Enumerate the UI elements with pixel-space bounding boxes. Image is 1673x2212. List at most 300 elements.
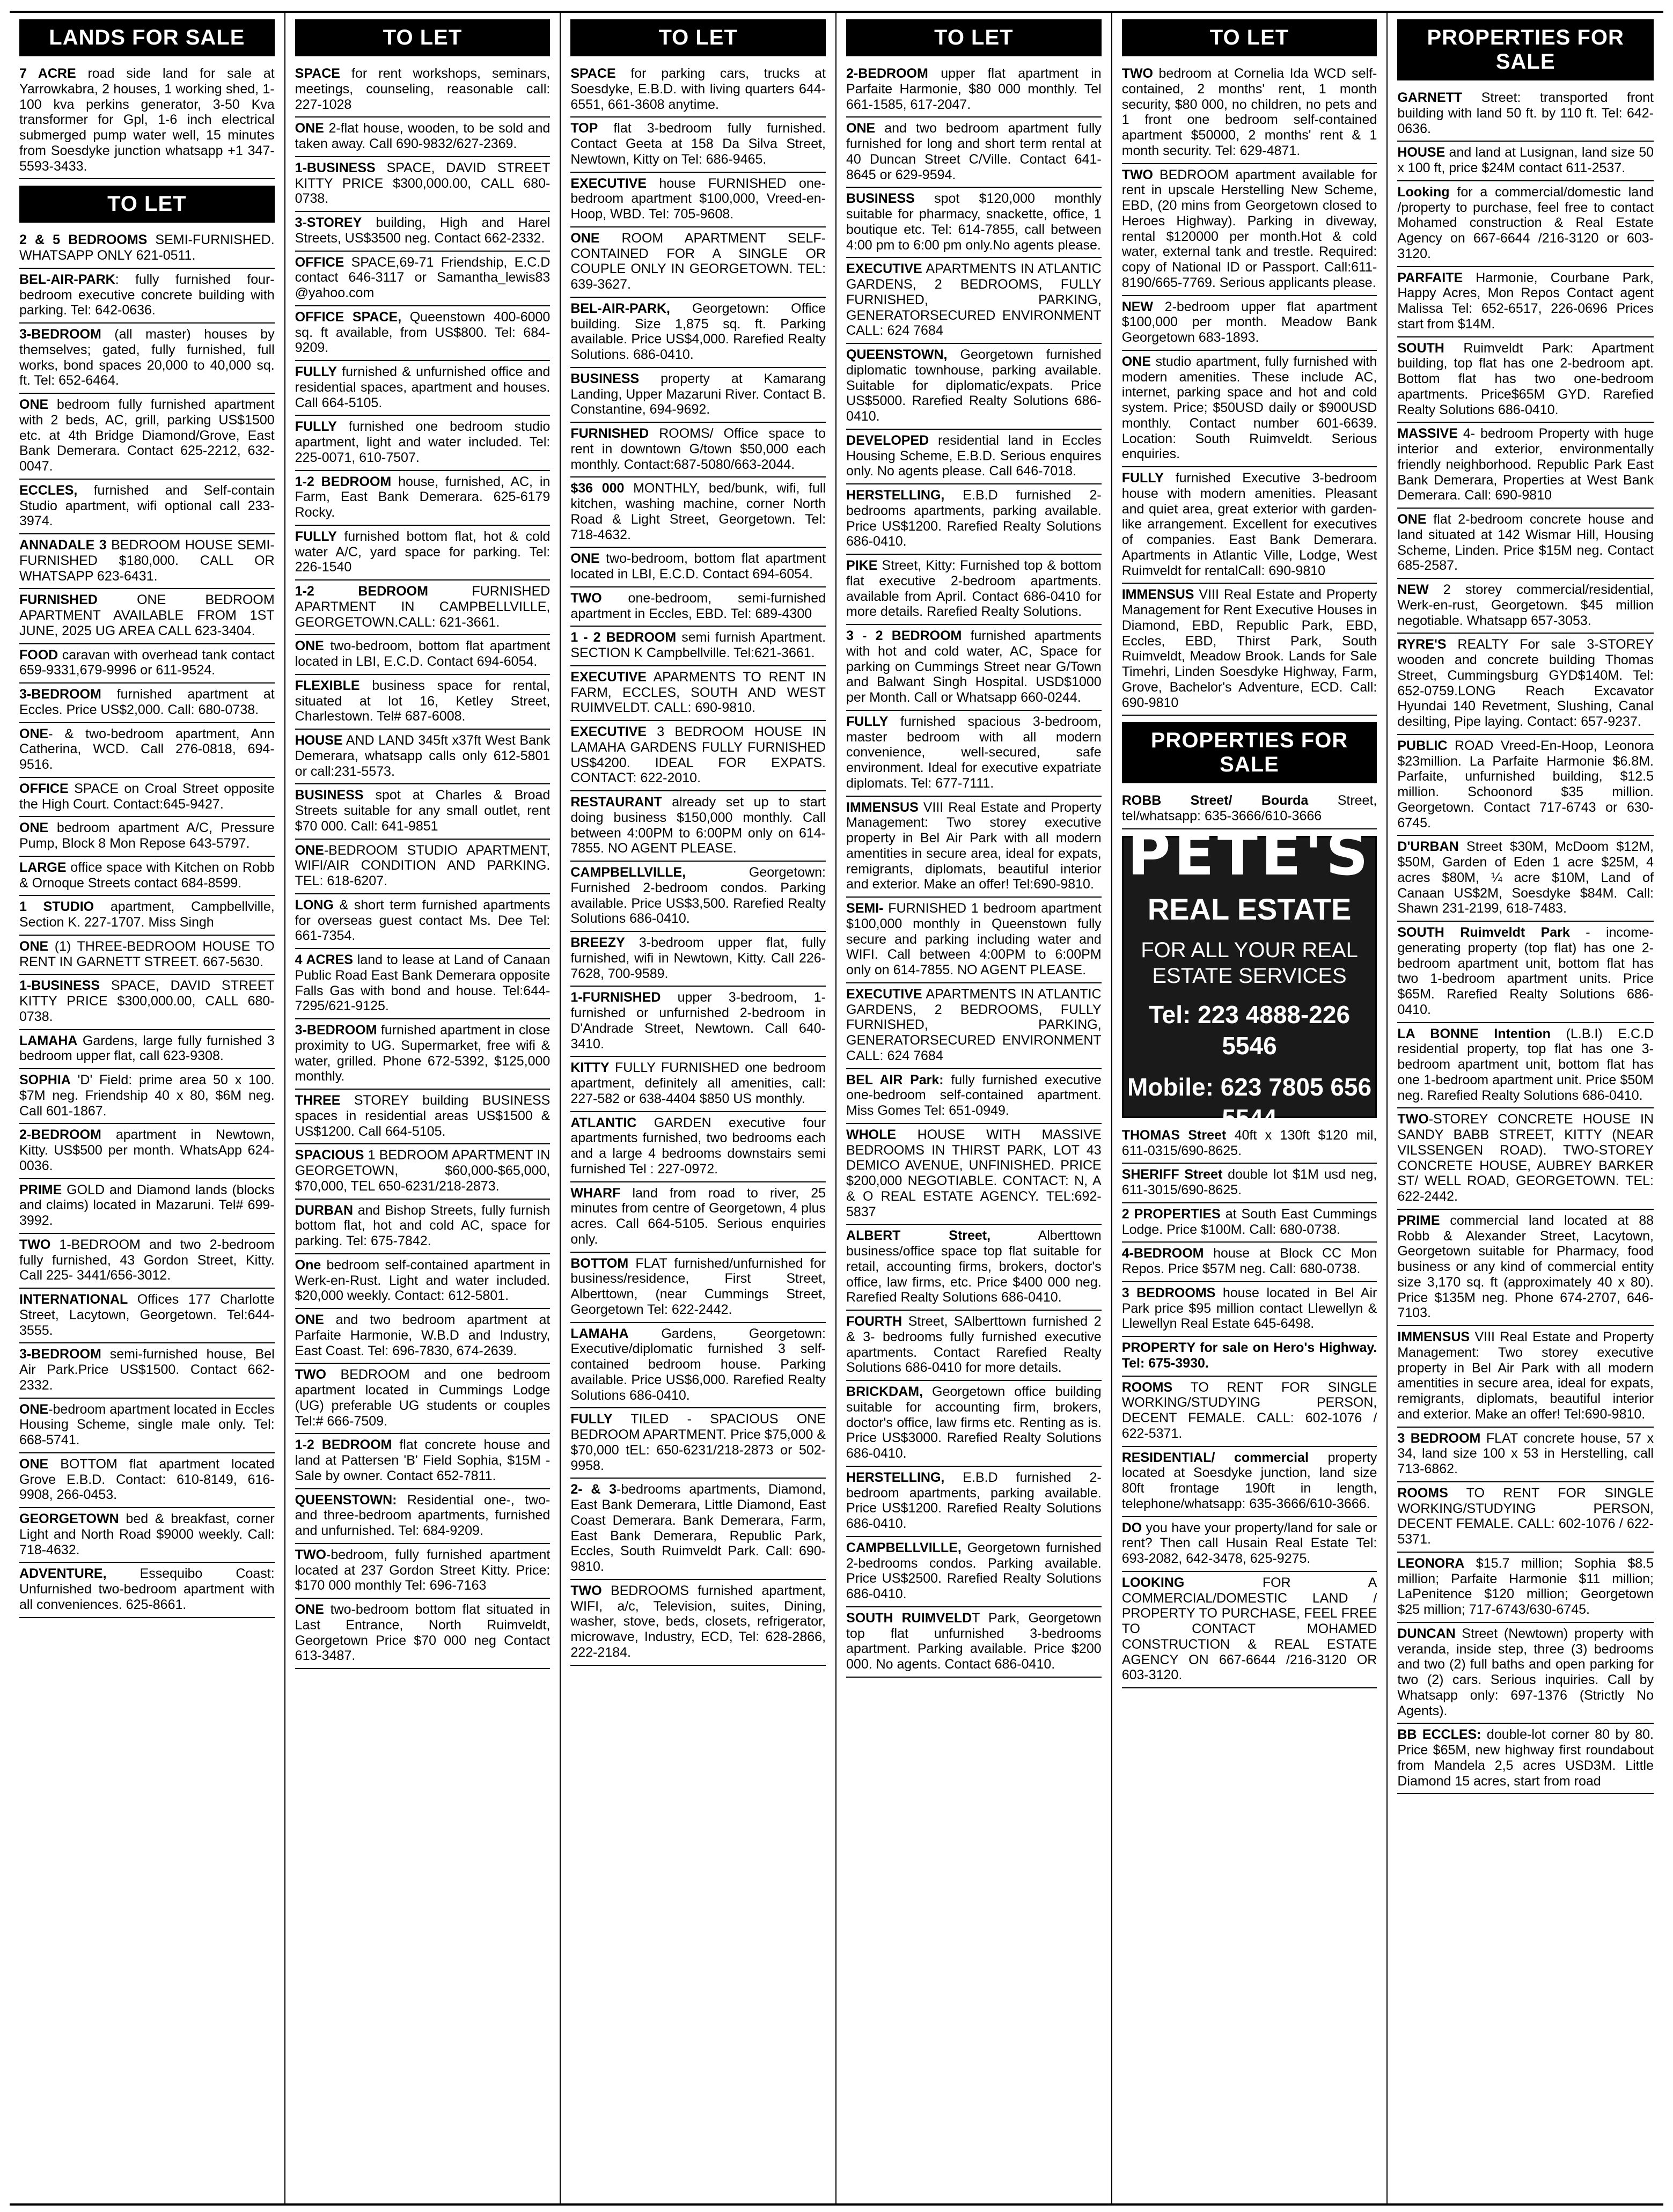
classified-ad bbox=[570, 477, 826, 548]
ad-keyword: ONE bbox=[19, 1456, 49, 1472]
ad-text: Residential one-, two- and three-bedroom apartments, furnished and unfurnished. Tel: 684-9209. bbox=[295, 1492, 551, 1538]
classified-ad bbox=[19, 394, 275, 480]
ad-text: upper 3-bedroom, 1-furnished or unfurnished 2-bedroom in D'Andrade Street, Newtown. Call 640-3410. bbox=[570, 990, 826, 1052]
ad-keyword: CAMPBELLVILLE, bbox=[570, 865, 686, 880]
ad-text: BEDROOM and one bedroom apartment located in Cummings Lodge (UG) preferable UG students or couples Tel:# 666-7509. bbox=[295, 1367, 551, 1429]
ad-keyword: EXECUTIVE bbox=[570, 724, 647, 739]
ad-text: 4- bedroom Property with huge interior and exterior, environmentally friendly neighborhood. Republic Park East Bank Demerara, Properties at West Bank Demerara. Call: 690-9810 bbox=[1397, 426, 1654, 503]
ad-text: 2 storey commercial/residential, Werk-en-rust, Georgetown. $45 million negotiable. Whatsapp 657-3053. bbox=[1397, 582, 1654, 628]
ad-keyword: 2 PROPERTIES bbox=[1121, 1206, 1221, 1222]
classified-ad bbox=[1397, 836, 1654, 922]
classified-ad bbox=[19, 324, 275, 394]
ad-text: TO RENT FOR SINGLE WORKING/STUDYING PERSON, DECENT FEMALE. CALL: 602-1076 / 622-5371. bbox=[1397, 1485, 1654, 1547]
ad-keyword: One bbox=[295, 1257, 321, 1273]
ad-text: VIII Real Estate and Property Management: Two storey executive property in Bel Air Park with all modern amentities in secure area, ideal for expats, remigrants, diplomats, beautiful interior and exterior. Make an offer! Tel:690-9810. bbox=[1397, 1329, 1654, 1422]
classified-ad bbox=[19, 723, 275, 778]
ad-keyword: THREE bbox=[295, 1093, 341, 1108]
ad-keyword: FULLY bbox=[1121, 471, 1164, 486]
ad-text: -bedroom apartment located in Eccles Housing Scheme, single male only. Tel: 668-5741. bbox=[19, 1401, 275, 1447]
ad-text: and two bedroom apartment fully furnished for long and short term rental at 40 Duncan Street C/Ville. Contact 641-8645 or 629-9594. bbox=[846, 121, 1102, 182]
ad-keyword: OFFICE SPACE, bbox=[295, 309, 402, 325]
ad-text: GARDEN executive four apartments furnished, two bedrooms each and a large 4 bedrooms downstairs semi furnished Tel : 227-0972. bbox=[570, 1115, 826, 1177]
ad-text: GOLD and Diamond lands (blocks and claims) located in Mazaruni. Tel# 699-3992. bbox=[19, 1182, 275, 1228]
ad-text: flat 3-bedroom fully furnished. Contact Geeta at 158 Da Silva Street, Newtown, Kitty on Tel: 686-9465. bbox=[570, 121, 826, 167]
ad-keyword: WHARF bbox=[570, 1185, 621, 1201]
classified-ad bbox=[570, 1580, 826, 1666]
ad-text: two-bedroom, bottom flat apartment located in LBI, E.C.D. Contact 694-6054. bbox=[570, 551, 826, 582]
ad-keyword: BREEZY bbox=[570, 935, 625, 950]
ad-keyword: 1-2 BEDROOM bbox=[295, 474, 392, 489]
ad-keyword: 3 - 2 BEDROOM bbox=[846, 628, 962, 643]
ad-text: FURNISHED 1 bedroom apartment $100,000 monthly in Queenstown fully secure and parking including water and WIFI. Call between 4:00PM to 6:00PM only on 614-7855. NO AGENT PLEASE. bbox=[846, 901, 1102, 978]
ad-keyword: 2 & 5 BEDROOMS bbox=[19, 232, 148, 248]
ad-text: furnished apartment at Eccles. Price US$2,000. Call: 680-0738. bbox=[19, 687, 275, 717]
classified-ad bbox=[570, 1182, 826, 1253]
ad-keyword: BEL-AIR-PARK, bbox=[570, 300, 670, 316]
banner-mobile: Mobile: 623 7805 656 5544 bbox=[1127, 1073, 1372, 1132]
section-header: PROPERTIES FOR SALE bbox=[1397, 19, 1654, 80]
ad-text: Georgetown: Furnished 2-bedroom condos. Parking available. Price US$3,500. Rarefied Realty Solutions 686-0410. bbox=[570, 865, 826, 927]
ad-keyword: ONE bbox=[19, 820, 49, 836]
ad-text: E.B.D furnished 2-bedrooms apartments, parking available. Price US$1200. Rarefied Realty Solutions 686-0410. bbox=[846, 488, 1102, 549]
ad-keyword: HERSTELLING, bbox=[846, 1469, 945, 1485]
ad-keyword: D'URBAN bbox=[1397, 839, 1459, 855]
classified-ad bbox=[846, 430, 1102, 484]
classified-ad bbox=[19, 857, 275, 896]
classified-ad bbox=[570, 1323, 826, 1409]
ad-text: -bedroom, fully furnished apartment located at 237 Gordon Street Kitty. Price: $170 000 monthly Tel: 696-7163 bbox=[295, 1547, 551, 1593]
ad-text: Gardens, Georgetown: Executive/diplomatic furnished 3 self-contained bedroom house. Parking available. Price US$6,000. Rarefied Realty Solutions 686-0410. bbox=[570, 1326, 826, 1403]
classified-ad bbox=[295, 1434, 551, 1489]
ad-text: bedroom apartment A/C, Pressure Pump, Block 8 Mon Repose 643-5797. bbox=[19, 820, 275, 851]
classified-ad bbox=[19, 1508, 275, 1563]
ad-text: double-lot corner 80 by 80. Price $65M, new highway first roundabout from Mandela 2,5 acres USD3M. Little Diamond 15 acres, start from road bbox=[1397, 1727, 1654, 1789]
ad-text: apartment in Newtown, Kitty. US$500 per month. WhatsApp 624-0036. bbox=[19, 1127, 275, 1173]
classified-ad bbox=[295, 949, 551, 1019]
ad-keyword: FULLY bbox=[846, 714, 889, 729]
ad-keyword: ONE bbox=[19, 938, 49, 954]
classified-ad bbox=[570, 173, 826, 227]
column-6 bbox=[1388, 13, 1663, 2203]
ad-keyword: PUBLIC bbox=[1397, 738, 1448, 753]
classified-ad bbox=[19, 1124, 275, 1179]
ad-keyword: NEW bbox=[1397, 582, 1429, 597]
classified-ad bbox=[1397, 1210, 1654, 1326]
ad-text: already set up to start doing business $150,000 monthly. Call between 4:00PM to 6:00PM only on 614-7855. NO AGENT PLEASE. bbox=[570, 795, 826, 856]
ad-keyword: BOTTOM bbox=[570, 1255, 629, 1271]
classified-ad bbox=[19, 1069, 275, 1124]
ad-keyword: ONE bbox=[19, 1401, 49, 1417]
ad-text: double lot $1M usd neg, 611-3015/690-8625. bbox=[1121, 1167, 1377, 1197]
ad-keyword: PRIME bbox=[19, 1182, 62, 1197]
ad-keyword: PIKE bbox=[846, 558, 878, 573]
column-2 bbox=[285, 13, 561, 2203]
ad-keyword: SOUTH bbox=[1397, 340, 1444, 356]
classified-ad bbox=[295, 1489, 551, 1544]
ad-text: E.B.D furnished 2-bedroom apartments, parking available. Price US$1200. Rarefied Realty Solutions 686-0410. bbox=[846, 1469, 1102, 1531]
ad-keyword: DEVELOPED bbox=[846, 432, 929, 448]
classified-ad bbox=[570, 987, 826, 1057]
ad-keyword: QUEENSTOWN: bbox=[295, 1492, 397, 1508]
ad-text: Essequibo Coast: Unfurnished two-bedroom apartment with all conveniences. 625-8661. bbox=[19, 1566, 275, 1612]
ad-text: (1) THREE-BEDROOM HOUSE TO RENT IN GARNETT STREET. 667-5630. bbox=[19, 938, 275, 969]
ad-text: Street $30M, McDoom $12M, $50M, Garden of Eden 1 acre $25M, 4 acres $80M, ¼ acre $10M, Land of Canaan US$2M, Soesdyke $84M. Call: Shawn 231-2199, 618-7483. bbox=[1397, 839, 1654, 916]
ad-text: bedroom fully furnished apartment with 2 beds, AC, grill, parking US$1500 etc. at 4th Bridge Diamond/Grove, East Bank Demerara. Contact 625-2212, 632-0047. bbox=[19, 397, 275, 474]
ad-text: Offices 177 Charlotte Street, Lacytown, Georgetown. Tel:644-3555. bbox=[19, 1292, 275, 1338]
ad-keyword: BUSINESS bbox=[846, 191, 915, 207]
classified-ad bbox=[19, 1179, 275, 1234]
ad-keyword: WHOLE bbox=[846, 1127, 897, 1142]
ad-keyword: LAMAHA bbox=[570, 1326, 629, 1341]
ad-keyword: 4-BEDROOM bbox=[1121, 1246, 1204, 1261]
ad-text: caravan with overhead tank contact 659-9331,679-9996 or 611-9524. bbox=[19, 647, 275, 678]
classified-ad bbox=[295, 1090, 551, 1144]
ad-text: -BEDROOM STUDIO APARTMENT, WIFI/AIR CONDITION AND PARKING. TEL: 618-6207. bbox=[295, 842, 551, 888]
ad-text: SPACE, DAVID STREET KITTY PRICE $300,000.00, CALL 680-0738. bbox=[295, 160, 551, 207]
classified-ad bbox=[19, 1343, 275, 1398]
ad-keyword: 1 - 2 BEDROOM bbox=[570, 630, 677, 645]
ad-keyword: RYRE'S bbox=[1397, 637, 1447, 652]
classified-ad bbox=[19, 1563, 275, 1618]
ad-text: ROOM APARTMENT SELF-CONTAINED FOR A SINGLE OR COUPLE ONLY IN GEORGETOWN. TEL: 639-3627. bbox=[570, 230, 826, 292]
ad-keyword: 2-BEDROOM bbox=[19, 1127, 101, 1143]
ad-text: house, furnished, AC, in Farm, East Bank Demerara. 625-6179 Rocky. bbox=[295, 474, 551, 520]
classified-ad bbox=[846, 983, 1102, 1069]
ad-keyword: TWO bbox=[19, 1237, 51, 1252]
ad-text: upper flat apartment in Parfaite Harmonie, $80 000 monthly. Tel 661-1585, 617-2047. bbox=[846, 66, 1102, 112]
section-header: PROPERTIES FOR SALE bbox=[1122, 722, 1377, 783]
classified-ad bbox=[570, 627, 826, 666]
ad-text: Street, tel/whatsapp: 635-3666/610-3666 bbox=[1121, 793, 1377, 824]
ad-text: VIII Real Estate and Property Management for Rent Executive Houses in Diamond, EBD, Republic Park, EBD, Eccles, EBD, Thirst Park, South Ruimveldt, Meadow Brook. Lands for Sale Timehri, Linden Soesdyke Highway, Farm, Grove, Bachelor's Adventure, ECD. Call: 690-9810 bbox=[1121, 587, 1377, 710]
classified-ad bbox=[846, 1124, 1102, 1225]
classified-ad bbox=[19, 1234, 275, 1289]
classified-ad bbox=[19, 936, 275, 975]
ad-text: APARTMENTS IN ATLANTIC GARDENS, 2 BEDROOMS, FULLY FURNISHED, PARKING, GENERATORSECURED ENVIRONMENT CALL: 624 7684 bbox=[846, 261, 1102, 339]
ad-text: property at Kamarang Landing, Upper Mazaruni River. Contact B. Constantine, 694-9692. bbox=[570, 371, 826, 417]
ad-text: APARMENTS TO RENT IN FARM, ECCLES, SOUTH AND WEST RUIMVELDT. CALL: 690-9810. bbox=[570, 669, 826, 716]
classified-ad bbox=[1397, 509, 1654, 579]
ad-keyword: TWO bbox=[570, 1583, 602, 1598]
ad-keyword: NEW bbox=[1121, 299, 1154, 314]
ad-text: -bedrooms apartments, Diamond, East Bank Demerara, Little Diamond, East Coast Demerara. Bank Demerara, Farm, East Bank Demerara, Republic Park, Eccles, South Ruimveldt Park. Call: 690-9810. bbox=[570, 1482, 826, 1574]
classified-ad bbox=[19, 534, 275, 589]
ad-keyword: ADVENTURE, bbox=[19, 1566, 107, 1582]
ad-text: building, High and Harel Streets, US$3500 neg. Contact 662-2332. bbox=[295, 215, 551, 246]
ad-keyword: PARFAITE bbox=[1397, 270, 1463, 285]
ad-text: house FURNISHED one-bedroom apartment $100,000, Vreed-en-Hoop, WBD. Tel: 705-9608. bbox=[570, 175, 826, 222]
banner-logo: PETE'S bbox=[1127, 820, 1371, 889]
ad-keyword: ONE bbox=[570, 551, 600, 567]
classified-ad bbox=[570, 298, 826, 368]
ad-keyword: ONE bbox=[570, 230, 600, 246]
classified-ad bbox=[19, 63, 275, 179]
ad-keyword: BEL AIR Park: bbox=[846, 1072, 944, 1087]
ad-keyword: 3 BEDROOMS bbox=[1121, 1285, 1216, 1300]
banner-services: FOR ALL YOUR REAL ESTATE SERVICES bbox=[1141, 938, 1358, 988]
ad-keyword: TOP bbox=[570, 121, 598, 136]
ad-keyword: KITTY bbox=[570, 1060, 610, 1076]
ad-keyword: ONE bbox=[295, 638, 324, 654]
ad-keyword: FURNISHED bbox=[570, 426, 649, 441]
classified-ad bbox=[295, 252, 551, 306]
classified-ad bbox=[846, 797, 1102, 898]
ad-keyword: ONE bbox=[19, 397, 49, 412]
ad-keyword: TWO bbox=[1121, 66, 1154, 81]
classified-ad bbox=[295, 306, 551, 361]
ad-text: Queenstown 400-6000 sq. ft available, from US$800. Tel: 684-9209. bbox=[295, 309, 551, 356]
ad-text: TILED - SPACIOUS ONE BEDROOM APARTMENT. Price $75,000 & $70,000 tEL: 650-6231/218-2873 or 502-9958. bbox=[570, 1412, 826, 1473]
classified-ad bbox=[295, 1200, 551, 1254]
ad-keyword: TWO bbox=[295, 1367, 326, 1383]
ad-keyword: ROOMS bbox=[1397, 1485, 1448, 1501]
ad-text: Georgetown: Office building. Size 1,875 sq. ft. Parking available. Price US$4,000. Rarefied Realty Solutions. 686-0410. bbox=[570, 300, 826, 362]
classified-ad bbox=[1397, 87, 1654, 142]
ad-text: 40ft x 130ft $120 mil, 611-0315/690-8625. bbox=[1121, 1127, 1377, 1158]
classified-ad bbox=[19, 1399, 275, 1453]
ad-text: flat 2-bedroom concrete house and land situated at 142 Wismar Hill, Housing Scheme, Linden. Price $15M neg. Contact 685-2587. bbox=[1397, 512, 1654, 574]
ad-keyword: ANNADALE 3 bbox=[19, 538, 107, 553]
classified-ad bbox=[570, 587, 826, 627]
ad-text: TO RENT FOR SINGLE WORKING/STUDYING PERSON, DECENT FEMALE. CALL: 602-1076 / 622-5371. bbox=[1121, 1379, 1377, 1441]
ad-text: property located at Soesdyke junction, land size 80ft frontage 190ft in length, telephone/whatsapp: 635-3666/610-3666. bbox=[1121, 1450, 1377, 1511]
classified-ad bbox=[1122, 351, 1377, 467]
classified-ad bbox=[1122, 1164, 1377, 1203]
classified-ad bbox=[1122, 1337, 1377, 1377]
ad-text: semi furnish Apartment. SECTION K Campbellville. Tel:621-3661. bbox=[570, 630, 826, 660]
ad-keyword: RESTAURANT bbox=[570, 795, 662, 810]
ad-keyword: 3-BEDROOM bbox=[19, 327, 101, 342]
ad-text: Street (Newtown) property with veranda, inside step, three (3) bedrooms and two (2) full baths and open parking for two (2) cars. Serious inquiries. Call by Whatsapp only: 697-1376 (Strictly No Agents). bbox=[1397, 1626, 1654, 1718]
ad-text: commercial land located at 88 Robb & Alexander Street, Lacytown, Georgetown suitable for Pharmacy, food business or any kind of commercial entity size 3,170 sq. ft (approximately 40 x 80). Price $135M neg. Phone 674-2707, 646-7103. bbox=[1397, 1212, 1654, 1321]
ad-text: office space with Kitchen on Robb & Ornoque Streets contact 684-8599. bbox=[19, 859, 275, 891]
classified-ad bbox=[1397, 1623, 1654, 1724]
ad-keyword: 3-STOREY bbox=[295, 215, 362, 230]
ad-keyword: 3-BEDROOM bbox=[19, 1347, 101, 1362]
banner-subtitle: REAL ESTATE bbox=[1147, 892, 1352, 927]
classified-ad bbox=[19, 1453, 275, 1508]
ad-text: and two bedroom apartment at Parfaite Harmonie, W.B.D and Industry, East Coast. Tel: 696-7830, 674-2639. bbox=[295, 1312, 551, 1358]
ad-keyword: ALBERT Street, bbox=[846, 1228, 991, 1244]
classified-ad bbox=[1397, 1023, 1654, 1109]
ad-keyword: 7 ACRE bbox=[19, 66, 76, 81]
classified-ad bbox=[846, 1225, 1102, 1311]
classified-ad bbox=[19, 778, 275, 818]
classified-ad bbox=[295, 471, 551, 526]
ad-keyword: LAMAHA bbox=[19, 1033, 78, 1048]
ad-keyword: 3-BEDROOM bbox=[295, 1023, 377, 1038]
ad-text: furnished Executive 3-bedroom house with modern amenities. Pleasant and quiet area, great exterior with garden- like arrangement. Excellent for executives of companies. East Bank Demerara. Apartments in Atlantic Ville, Lodge, West Ruimveldt for rentalCall: 690-9810 bbox=[1121, 471, 1377, 578]
ad-text: Alberttown business/office space top flat suitable for retail, accounting firms, brokers, doctor's office, law firms, etc. Price $400 000 neg. Rarefied Realty Solutions 686-0410. bbox=[846, 1228, 1102, 1305]
ad-text: Georgetown furnished 2-bedrooms condos. Parking available. Price US$2500. Rarefied Realty Solutions 686-0410. bbox=[846, 1540, 1102, 1601]
column-3 bbox=[561, 13, 836, 2203]
ad-text: REALTY For sale 3-STOREY wooden and concrete building Thomas Street, Cummingsburg GYD$140M. Tel: 652-0759.LONG Reach Excavator Hyundai 140 Revetment, Slushing, Canal desilting, Pipe laying. Contact: 657-9237. bbox=[1397, 637, 1654, 729]
classified-ad bbox=[1397, 337, 1654, 423]
column-4 bbox=[836, 13, 1112, 2203]
classified-ad bbox=[570, 862, 826, 932]
classified-ad bbox=[1397, 579, 1654, 634]
classified-ad bbox=[295, 635, 551, 675]
ad-text: FULLY FURNISHED one bedroom apartment, definitely all amenities, call: 227-582 or 638-4404 $850 US monthly. bbox=[570, 1060, 826, 1106]
classified-ad bbox=[570, 1253, 826, 1323]
ad-text: BEDROOM HOUSE SEMI-FURNISHED $180,000. CALL OR WHATSAPP 623-6431. bbox=[19, 538, 275, 584]
ad-text: bedroom at Cornelia Ida WCD self-contained, 2 months' rent, 1 month security, $80 000, no children, no pets and 1 front one bedroom self-contained apartment $50000, 2 months' rent & 1 month security. Tel: 629-4871. bbox=[1121, 66, 1377, 158]
ad-keyword: DUNCAN bbox=[1397, 1626, 1456, 1641]
classified-ad bbox=[19, 975, 275, 1030]
ad-keyword: SPACE bbox=[295, 66, 340, 81]
classified-ad bbox=[295, 784, 551, 839]
classified-ad bbox=[295, 526, 551, 580]
ad-keyword: CAMPBELLVILLE, bbox=[846, 1540, 962, 1555]
ad-text: furnished bottom flat, hot & cold water A/C, yard space for parking. Tel: 226-1540 bbox=[295, 528, 551, 575]
ad-keyword: ROOMS bbox=[1121, 1379, 1173, 1395]
ad-keyword: ONE bbox=[1121, 354, 1151, 369]
classified-ad bbox=[19, 229, 275, 269]
ad-keyword: LONG bbox=[295, 897, 334, 913]
ad-keyword: QUEENSTOWN, bbox=[846, 347, 948, 362]
ad-text: residential land in Eccles Housing Scheme, E.B.D. Serious enquires only. No agents please. Call 646-7018. bbox=[846, 432, 1102, 479]
ad-keyword: EXECUTIVE bbox=[570, 669, 647, 685]
classified-ad bbox=[295, 840, 551, 894]
ad-text: flat concrete house and land at Pattersen 'B' Field Sophia, $15M - Sale by owner. Contact 652-7811. bbox=[295, 1437, 551, 1483]
ad-keyword: BB ECCLES: bbox=[1397, 1727, 1481, 1743]
ad-keyword: ECCLES, bbox=[19, 482, 78, 498]
ad-text: fully furnished executive one-bedroom self-contained apartment. Miss Gomes Tel: 651-0949. bbox=[846, 1072, 1102, 1118]
classified-ad bbox=[846, 625, 1102, 711]
ad-text: SPACE,69-71 Friendship, E.C.D contact 646-3117 or Samantha_lewis83 @yahoo.com bbox=[295, 254, 551, 300]
ad-text: one-bedroom, semi-furnished apartment in Eccles, EBD. Tel: 689-4300 bbox=[570, 590, 826, 621]
classified-ad bbox=[1397, 634, 1654, 735]
ad-text: HOUSE WITH MASSIVE BEDROOMS IN THIRST PARK, LOT 43 DEMICO AVENUE, UNFINISHED. PRICE $200,000 NEGOTIABLE. CONTACT: N, A & O REAL ESTATE AGENCY. TEL:692-5837 bbox=[846, 1127, 1102, 1219]
ad-text: semi-furnished house, Bel Air Park.Price US$1500. Contact 662-2332. bbox=[19, 1347, 275, 1393]
ad-text: Georgetown office building suitable for accounting firm, brokers, doctor's office, law firms etc. Renting as is. Price US$3000. Rarefied Realty Solutions 686-0410. bbox=[846, 1384, 1102, 1461]
ad-keyword: PROPERTY for sale on Hero's Highway. Tel: 675-3930. bbox=[1121, 1340, 1377, 1371]
banner-telephone: Tel: 223 4888-226 5546 bbox=[1148, 1001, 1351, 1060]
ad-text: 3 BEDROOM HOUSE IN LAMAHA GARDENS FULLY FURNISHED US$4200. IDEAL FOR EXPATS. CONTACT: 622-2010. bbox=[570, 724, 826, 786]
classified-ad bbox=[846, 898, 1102, 983]
classified-ad bbox=[295, 1309, 551, 1364]
ad-text: : fully furnished four-bedroom executive concrete building with parking. Tel: 642-0636. bbox=[19, 271, 275, 318]
ad-text: furnished & unfurnished office and residential spaces, apartment and houses. Call 664-5105. bbox=[295, 364, 551, 410]
classified-ad bbox=[295, 1254, 551, 1309]
ad-text: APARTMENTS IN ATLANTIC GARDENS, 2 BEDROOMS, FULLY FURNISHED, PARKING, GENERATORSECURED ENVIRONMENT CALL: 624 7684 bbox=[846, 986, 1102, 1063]
ad-text: $15.7 million; Sophia $8.5 million; Parfaite Harmonie $11 million; LaPenitence $120 million; Georgetown $25 million; 717-6743/630-6745. bbox=[1397, 1555, 1654, 1617]
ad-keyword: FULLY bbox=[295, 419, 337, 435]
ad-text: MONTHLY, bed/bunk, wifi, full kitchen, washing machine, corner North Road & Light Street, Georgetown. Tel: 718-4632. bbox=[570, 481, 826, 542]
ad-text: 2-flat house, wooden, to be sold and taken away. Call 690-9832/627-2369. bbox=[295, 121, 551, 151]
ad-text: two-bedroom, bottom flat apartment located in LBI, E.C.D. Contact 694-6054. bbox=[295, 638, 551, 669]
ad-keyword: 1-BUSINESS bbox=[295, 160, 376, 175]
ad-keyword: RESIDENTIAL/ commercial bbox=[1121, 1450, 1309, 1465]
ad-keyword: 1-2 BEDROOM bbox=[295, 1437, 392, 1453]
ad-text: and Bishop Streets, fully furnish bottom flat, hot and cold AC, space for parking. Tel: 675-7842. bbox=[295, 1202, 551, 1248]
classified-ad bbox=[846, 1381, 1102, 1467]
ad-keyword: EXECUTIVE bbox=[846, 261, 922, 277]
ad-text: FURNISHED APARTMENT IN CAMPBELLVILLE, GEORGETOWN.CALL: 621-3661. bbox=[295, 584, 551, 630]
ad-keyword: BUSINESS bbox=[295, 788, 364, 803]
ad-keyword: BUSINESS bbox=[570, 371, 640, 386]
classified-ad bbox=[846, 484, 1102, 555]
ad-keyword: MASSIVE bbox=[1397, 426, 1458, 442]
ad-keyword: GEORGETOWN bbox=[19, 1511, 119, 1526]
ad-keyword: 4 ACRES bbox=[295, 952, 353, 967]
ad-keyword: SOUTH Ruimveldt Park bbox=[1397, 925, 1570, 940]
classified-ad bbox=[1397, 181, 1654, 267]
ad-keyword: DURBAN bbox=[295, 1202, 353, 1218]
ad-keyword: SOUTH RUIMVELD bbox=[846, 1610, 972, 1626]
classified-ad bbox=[846, 1607, 1102, 1678]
ad-keyword: TWO bbox=[570, 590, 602, 606]
classified-ad bbox=[846, 1311, 1102, 1381]
ad-text: land to lease at Land of Canaan Public Road East Bank Demerara opposite Falls Gas with bond and house. Tel:644-7295/621-9125. bbox=[295, 952, 551, 1014]
ad-text: furnished spacious 3-bedroom, master bedroom with all modern convenience, well-secured, safe environment. Ideal for executive expatriate diplomats. Tel: 677-7111. bbox=[846, 714, 1102, 791]
ad-text: T Park, Georgetown top flat unfurnished 3-bedrooms apartment. Parking available. Price $200 000. No agents. Contact 686-0410. bbox=[846, 1610, 1102, 1672]
ad-keyword: ONE bbox=[295, 1312, 324, 1327]
ad-text: Ruimveldt Park: Apartment building, top flat has one 2-bedroom apt. Bottom flat has two one-bedroom apartments. Price$65M GYD. Rarefied Realty Solutions 686-0410. bbox=[1397, 340, 1654, 417]
classified-ad bbox=[846, 1069, 1102, 1124]
classified-ad bbox=[295, 361, 551, 416]
ad-keyword: 3-BEDROOM bbox=[19, 687, 101, 702]
classified-ad bbox=[570, 1408, 826, 1479]
ad-text: bedroom self-contained apartment in Werk-en-Rust. Light and water included. $20,000 weekly. Contact: 612-5801. bbox=[295, 1257, 551, 1304]
ad-keyword: SHERIFF Street bbox=[1121, 1167, 1223, 1182]
section-header: TO LET bbox=[295, 19, 551, 56]
classified-ad bbox=[846, 258, 1102, 344]
ad-keyword: IMMENSUS bbox=[1397, 1329, 1470, 1344]
ad-text: Street, SAlberttown furnished 2 & 3- bedrooms fully furnished executive apartments. Contact Rarefied Realty Solutions 686-0410 for more details. bbox=[846, 1314, 1102, 1376]
ad-keyword: FLEXIBLE bbox=[295, 678, 360, 693]
ad-text: you have your property/land for sale or rent? Then call Husain Real Estate Tel: 693-2082, 642-3478, 625-9275. bbox=[1121, 1520, 1377, 1566]
ad-keyword: THOMAS Street bbox=[1121, 1127, 1227, 1143]
ad-keyword: ROBB Street/ Bourda bbox=[1121, 793, 1309, 809]
classified-ad bbox=[19, 896, 275, 936]
classified-ad bbox=[570, 548, 826, 587]
ad-text: AND LAND 345ft x37ft West Bank Demerara, whatsapp calls only 612-5801 or call:231-5573. bbox=[295, 733, 551, 779]
classified-ad bbox=[1122, 1572, 1377, 1688]
ad-text: ROOMS/ Office space to rent in downtown G/town $50,000 each monthly. Contact:687-5080/663-2044. bbox=[570, 426, 826, 472]
classified-ad bbox=[19, 644, 275, 684]
ad-text: VIII Real Estate and Property Management: Two storey executive property in Bel Air Park with all modern amentities in secure area, ideal for expats, remigrants, diplomats, beautiful interior and exterior. Make an offer! Tel:690-9810. bbox=[846, 799, 1102, 892]
classified-ad bbox=[570, 1479, 826, 1580]
classified-ad bbox=[846, 344, 1102, 430]
section-header: TO LET bbox=[1122, 19, 1377, 56]
ad-text: for a commercial/domestic land /property to purchase, feel free to contact Mohamed construction & Real Estate Agency on 667-6644 /216-3120 or 603-3120. bbox=[1397, 184, 1654, 261]
classified-ad bbox=[1397, 1724, 1654, 1794]
classified-ad bbox=[1122, 1125, 1377, 1164]
classified-ad bbox=[846, 188, 1102, 258]
ad-keyword: FURNISHED bbox=[19, 592, 98, 608]
ad-keyword: ONE bbox=[295, 842, 324, 858]
ad-text: house at Block CC Mon Repos. Price $57M neg. Call: 680-0738. bbox=[1121, 1246, 1377, 1276]
ad-text: bed & breakfast, corner Light and North Road $9000 weekly. Call: 718-4632. bbox=[19, 1511, 275, 1557]
classified-ad bbox=[295, 1544, 551, 1599]
classified-ad bbox=[1122, 1243, 1377, 1282]
classified-ad bbox=[570, 1057, 826, 1112]
ad-text: and land at Lusignan, land size 50 x 100 ft, price $24M contact 611-2537. bbox=[1397, 145, 1654, 175]
ad-text: (all master) houses by themselves; gated, fully furnished, full works, bond spaces 20,000 to 40,000 sq. ft. Tel: 652-6464. bbox=[19, 327, 275, 388]
classified-ad bbox=[295, 894, 551, 949]
ad-keyword: Looking bbox=[1397, 184, 1450, 200]
ad-text: BOTTOM flat apartment located Grove E.B.D. Contact: 610-8149, 616-9908, 266-0453. bbox=[19, 1456, 275, 1503]
classified-ad bbox=[1122, 467, 1377, 584]
classified-ad bbox=[295, 212, 551, 252]
ad-keyword: PRIME bbox=[1397, 1212, 1440, 1228]
classified-ad bbox=[19, 817, 275, 857]
classified-ad bbox=[19, 1289, 275, 1343]
ad-text: - income-generating property (top flat) has one 2-bedroom apartment unit, bottom flat has two 1-bedroom apartment units. Price $65M. Rarefied Realty Solutions 686-0410. bbox=[1397, 925, 1654, 1017]
ad-keyword: FULLY bbox=[570, 1412, 613, 1427]
classified-ad bbox=[19, 269, 275, 324]
